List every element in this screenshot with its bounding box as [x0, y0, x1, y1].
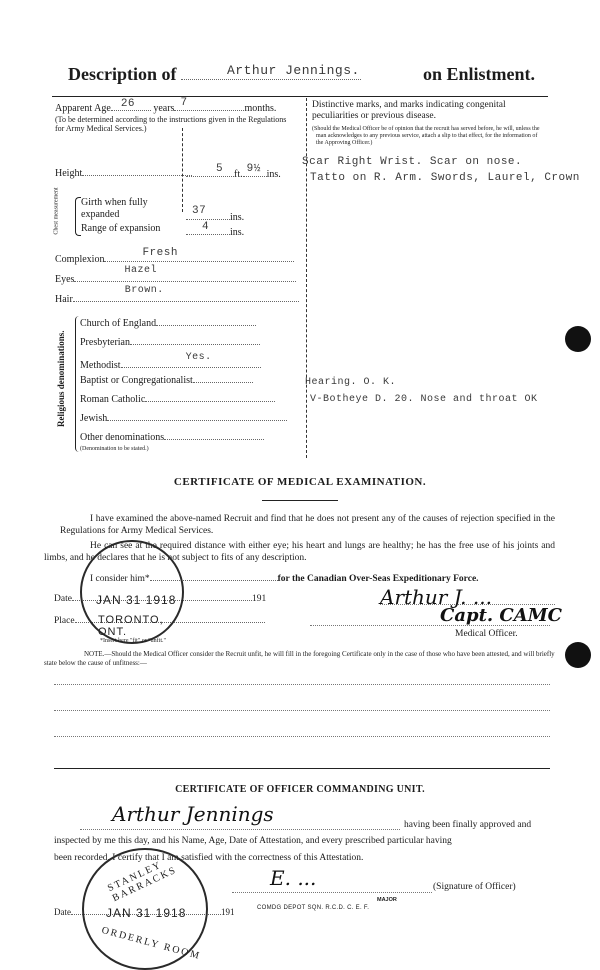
co-text-1: having been finally approved and [404, 820, 532, 830]
officer-unit: COMDG DEPOT SQN. R.C.D. C. E. F. [257, 905, 370, 911]
religion-item: Presbyterian [80, 337, 300, 348]
unfitness-line-2 [54, 710, 550, 711]
stamp-ring-top: STANLEY BARRACKS [106, 859, 179, 905]
unfitness-line-1 [54, 684, 550, 685]
medical-paragraph-1: I have examined the above-named Recruit and find that he does not present any of the causes of rejection specified in the Regulations for Army Medical Services. [60, 514, 555, 536]
religion-item: Other denominations [80, 432, 300, 443]
range-label: Range of expansion [81, 223, 161, 234]
religion-item: Roman Catholic [80, 394, 300, 405]
age-note: (To be determined according to the instructions given in the Regulations for Army Medical Services.) [55, 115, 287, 133]
religious-denominations-label: Religious denominations. [56, 330, 66, 427]
recruit-signature: Arthur Jennings [112, 802, 274, 826]
religion-item: Baptist or Congregationalist [80, 375, 300, 386]
chest-measurement-label: Chest measurement [53, 187, 60, 235]
on-enlistment-label: on Enlistment. [423, 64, 536, 84]
marks-line-2: Tatto on R. Arm. Swords, Laurel, Crown [310, 172, 580, 184]
co-stamp-date: JAN 31 1918 [106, 906, 187, 920]
unfitness-line-3 [54, 736, 550, 737]
medical-note: NOTE.—Should the Medical Officer consider the Recruit unfit, he will fill in the foregoing Certificate only in the case of those who have been attested, and will briefly state below the cause of unfitness:— [44, 650, 555, 667]
complexion-row: Complexion Fresh [55, 250, 300, 265]
co-text-3: been recorded, I certify that I am satisfied with the correctness of this Attestation. [54, 853, 364, 863]
height-label: Height [55, 168, 192, 179]
range-value-row: 4 ins. [186, 223, 244, 238]
commanding-officer-signature: E. ... [270, 866, 317, 890]
marks-line-4: V-Botheye D. 20. Nose and throat OK [310, 394, 538, 405]
medical-title-rule [262, 500, 338, 501]
medical-stamp-place: TORONTO, ONT. [98, 614, 164, 638]
signature-of-officer-label: (Signature of Officer) [433, 882, 516, 892]
center-divider [306, 98, 307, 458]
height-value-row: 5 ft. 9½ ins. [186, 164, 281, 180]
recruit-name-field [181, 63, 361, 80]
distinctive-marks-note: (Should the Medical Officer be of opinion that the recruit has served before, he will, unless the man acknowledges to any previous service, attach a slip to that effect, for the information of the Approving Officer.) [312, 126, 540, 146]
age-months-value: 7 [180, 97, 188, 109]
religion-item: Church of England [80, 318, 300, 329]
complexion-value: Fresh [142, 247, 178, 259]
co-text-2: inspected by me this day, and his Name, Age, Date of Attestation, and every prescribed particular having [54, 836, 452, 846]
marks-line-3: Hearing. O. K. [305, 377, 397, 388]
co-signature-line [232, 892, 432, 893]
girth-value-row: 37 ins. [186, 208, 244, 223]
height-in-value: 9½ [246, 163, 261, 175]
girth-label: Girth when fully expanded [81, 197, 148, 220]
consider-row: I consider him* for the Canadian Over-Seas Expeditionary Force. [90, 574, 479, 584]
height-ft-value: 5 [216, 163, 224, 175]
section-divider [54, 768, 550, 769]
co-certificate-title: CERTIFICATE OF OFFICER COMMANDING UNIT. [175, 784, 425, 795]
girth-value: 37 [192, 205, 207, 217]
age-years-value: 26 [120, 98, 136, 110]
description-heading [68, 64, 361, 85]
eyes-row: Eyes Hazel [55, 270, 300, 285]
medical-officer-label: Medical Officer. [455, 629, 518, 639]
orderly-room-stamp [82, 848, 208, 970]
punch-hole-top [565, 326, 591, 352]
hair-value: Brown. [124, 285, 164, 296]
medical-date-row: Date 191 [54, 594, 267, 604]
punch-hole-bottom [565, 642, 591, 668]
range-value: 4 [202, 221, 210, 233]
medical-stamp [80, 540, 184, 644]
stamp-ring-bottom: ORDERLY ROOM [100, 924, 203, 963]
other-denomination-note: (Denomination to be stated.) [80, 446, 149, 452]
medical-paragraph-2: He can see at the required distance with either eye; his heart and lungs are healthy; he has the free use of his joints and limbs, and he declares that he is not subject to fits of any description. [44, 541, 555, 563]
apparent-age-row: Apparent Age 26 years 7 months. [55, 97, 277, 114]
medical-officer-rank-signature: Capt. CAMC [440, 605, 562, 626]
religion-item-methodist: Methodist Yes. [80, 356, 300, 371]
methodist-value: Yes. [185, 352, 212, 363]
officer-rank: MAJOR [377, 897, 397, 903]
co-date-row: Date 191 [54, 907, 235, 917]
religion-item: Jewish [80, 413, 300, 424]
medical-officer-signature: Arthur J. ... [380, 585, 492, 609]
medical-stamp-date: JAN 31 1918 [96, 593, 177, 607]
header-rule [52, 96, 548, 97]
medical-place-row: Place [54, 616, 265, 626]
eyes-value: Hazel [124, 265, 157, 276]
fit-note: *Insert here "fit" or "unfit." [100, 638, 166, 644]
hair-row: Hair Brown. [55, 290, 300, 305]
recruit-name-line [80, 829, 400, 830]
recruit-name-value: Arthur Jennings. [226, 63, 360, 78]
distinctive-marks-heading: Distinctive marks, and marks indicating congenital peculiarities or previous disease. [312, 100, 506, 121]
description-of-label: Description of [68, 64, 177, 84]
medical-certificate-title: CERTIFICATE OF MEDICAL EXAMINATION. [173, 476, 427, 488]
marks-line-1: Scar Right Wrist. Scar on nose. [302, 156, 523, 168]
